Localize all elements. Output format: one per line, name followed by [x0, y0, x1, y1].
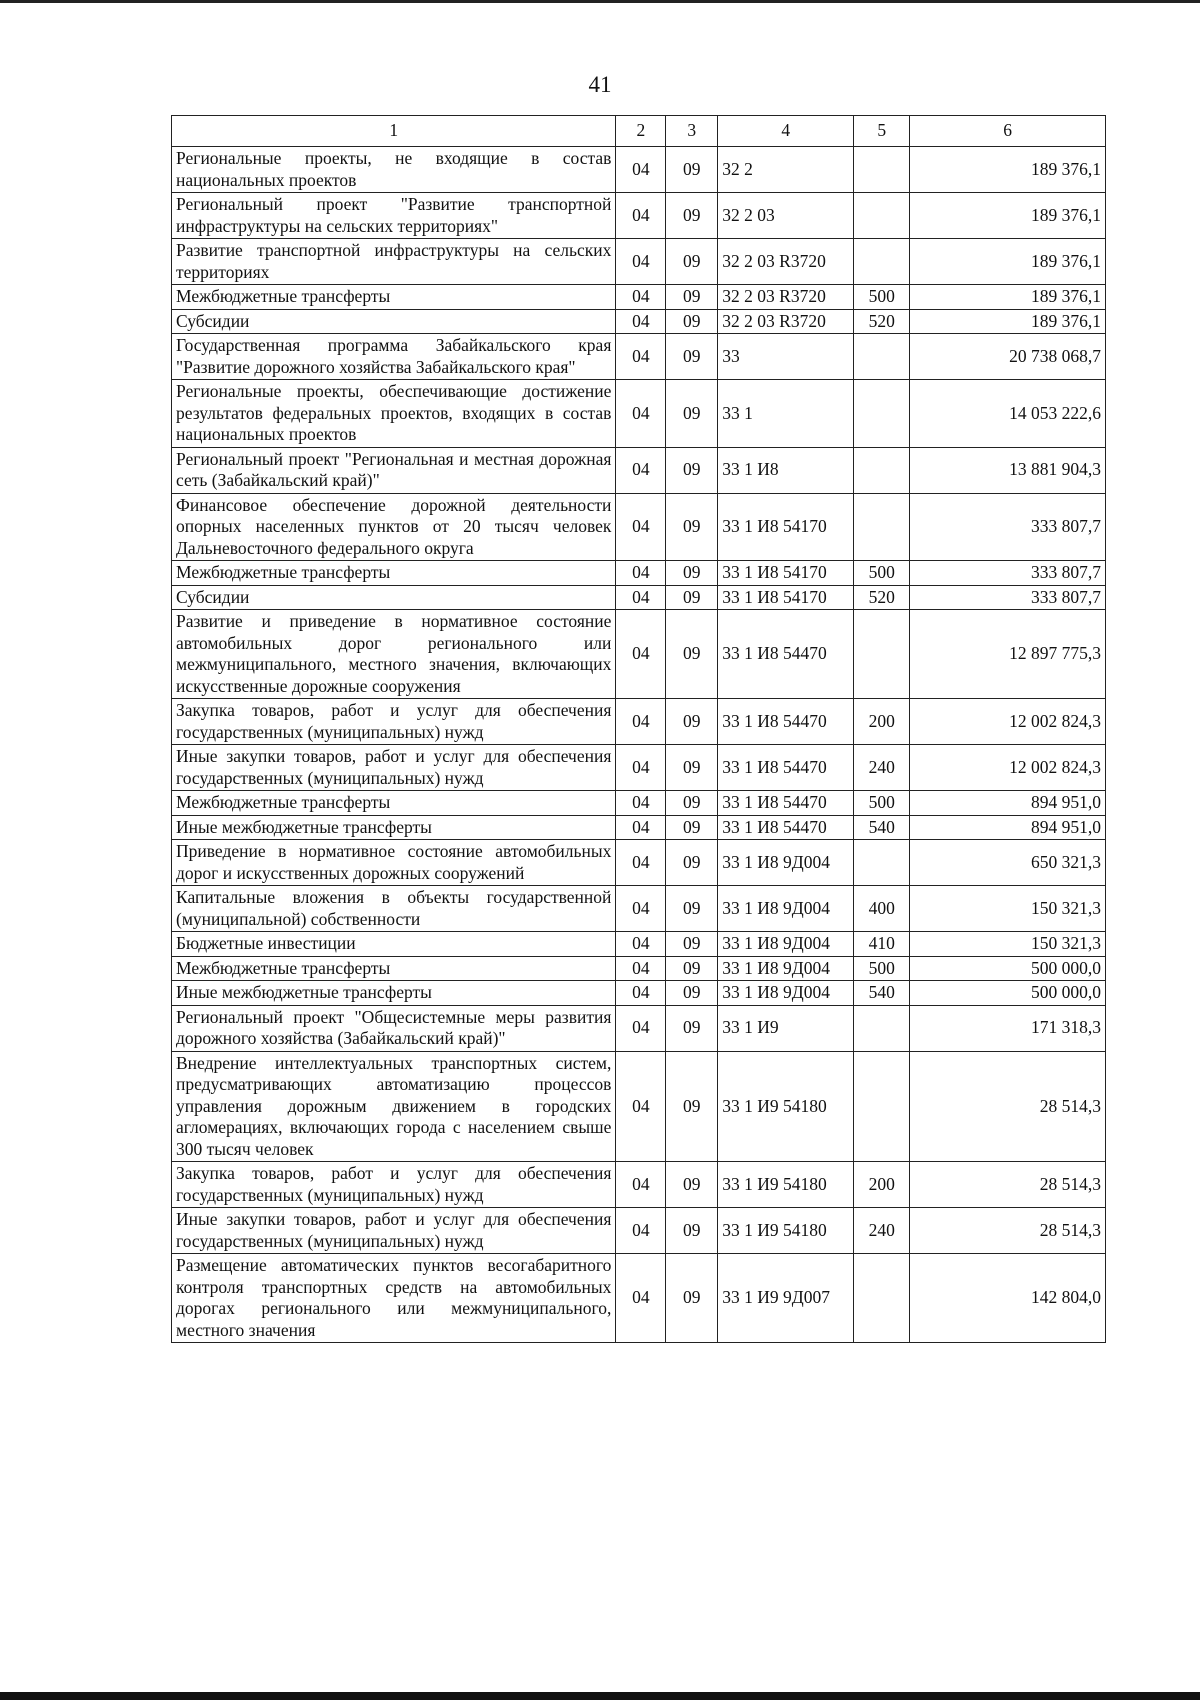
table-row [172, 309, 1106, 334]
row-name: Межбюджетные трансферты [172, 561, 616, 586]
table-row [172, 1254, 1106, 1343]
header-col-1: 1 [172, 116, 616, 147]
table-row [172, 447, 1106, 493]
row-amount: 189 376,1 [910, 285, 1106, 310]
row-expense-type [854, 193, 910, 239]
row-expense-type: 520 [854, 585, 910, 610]
row-section: 04 [616, 493, 666, 561]
row-expense-type [854, 1051, 910, 1162]
row-expense-type: 410 [854, 932, 910, 957]
row-amount: 894 951,0 [910, 815, 1106, 840]
row-section: 04 [616, 1051, 666, 1162]
row-expense-type: 500 [854, 956, 910, 981]
row-target-code: 33 1 И9 54180 [718, 1162, 854, 1208]
row-subsection: 09 [666, 956, 718, 981]
row-name: Развитие и приведение в нормативное состояние автомобильных дорог регионального или межмуниципального, местного значения, включающих искусственные дорожные сооружения [172, 610, 616, 699]
row-target-code: 33 1 И8 54470 [718, 699, 854, 745]
row-subsection: 09 [666, 493, 718, 561]
row-name: Межбюджетные трансферты [172, 956, 616, 981]
row-amount: 894 951,0 [910, 791, 1106, 816]
table-row [172, 334, 1106, 380]
row-name: Субсидии [172, 309, 616, 334]
row-name: Региональный проект "Общесистемные меры развития дорожного хозяйства (Забайкальский край)" [172, 1005, 616, 1051]
row-subsection: 09 [666, 791, 718, 816]
row-subsection: 09 [666, 380, 718, 448]
row-section: 04 [616, 239, 666, 285]
row-section: 04 [616, 380, 666, 448]
row-target-code: 33 1 И8 54470 [718, 791, 854, 816]
row-subsection: 09 [666, 1208, 718, 1254]
row-subsection: 09 [666, 561, 718, 586]
table-row [172, 239, 1106, 285]
table-row [172, 1208, 1106, 1254]
row-name: Иные межбюджетные трансферты [172, 981, 616, 1006]
row-target-code: 33 1 И8 54170 [718, 585, 854, 610]
header-col-6: 6 [910, 116, 1106, 147]
row-target-code: 33 1 И8 54170 [718, 561, 854, 586]
table-row [172, 493, 1106, 561]
row-amount: 12 002 824,3 [910, 745, 1106, 791]
row-target-code: 33 1 [718, 380, 854, 448]
row-amount: 189 376,1 [910, 193, 1106, 239]
row-target-code: 33 1 И8 9Д004 [718, 932, 854, 957]
row-section: 04 [616, 447, 666, 493]
row-expense-type [854, 239, 910, 285]
table-row [172, 380, 1106, 448]
row-subsection: 09 [666, 193, 718, 239]
row-subsection: 09 [666, 932, 718, 957]
row-amount: 171 318,3 [910, 1005, 1106, 1051]
row-name: Региональные проекты, обеспечивающие достижение результатов федеральных проектов, входящих в состав национальных проектов [172, 380, 616, 448]
row-expense-type: 240 [854, 745, 910, 791]
row-subsection: 09 [666, 699, 718, 745]
row-subsection: 09 [666, 815, 718, 840]
table-row [172, 147, 1106, 193]
row-section: 04 [616, 334, 666, 380]
table-row [172, 886, 1106, 932]
table-row [172, 193, 1106, 239]
table-row [172, 699, 1106, 745]
row-target-code: 33 1 И9 54180 [718, 1051, 854, 1162]
row-section: 04 [616, 585, 666, 610]
row-subsection: 09 [666, 309, 718, 334]
row-target-code: 32 2 [718, 147, 854, 193]
row-expense-type [854, 840, 910, 886]
row-subsection: 09 [666, 1051, 718, 1162]
row-section: 04 [616, 745, 666, 791]
row-target-code: 33 [718, 334, 854, 380]
row-amount: 13 881 904,3 [910, 447, 1106, 493]
row-expense-type [854, 1005, 910, 1051]
row-name: Иные закупки товаров, работ и услуг для обеспечения государственных (муниципальных) нужд [172, 745, 616, 791]
row-amount: 14 053 222,6 [910, 380, 1106, 448]
row-expense-type: 500 [854, 285, 910, 310]
row-target-code: 33 1 И8 9Д004 [718, 840, 854, 886]
row-amount: 333 807,7 [910, 585, 1106, 610]
row-section: 04 [616, 1005, 666, 1051]
row-target-code: 32 2 03 R3720 [718, 285, 854, 310]
row-expense-type: 500 [854, 791, 910, 816]
row-name: Внедрение интеллектуальных транспортных систем, предусматривающих автоматизацию процессов управления дорожным движением в городских агломерациях, включающих города с населением свыше 300 тысяч человек [172, 1051, 616, 1162]
row-target-code: 33 1 И8 54470 [718, 745, 854, 791]
row-target-code: 33 1 И8 54470 [718, 610, 854, 699]
header-col-5: 5 [854, 116, 910, 147]
row-subsection: 09 [666, 840, 718, 886]
row-expense-type: 540 [854, 981, 910, 1006]
row-subsection: 09 [666, 239, 718, 285]
row-target-code: 32 2 03 R3720 [718, 309, 854, 334]
row-amount: 12 897 775,3 [910, 610, 1106, 699]
row-target-code: 32 2 03 [718, 193, 854, 239]
row-amount: 333 807,7 [910, 561, 1106, 586]
row-target-code: 33 1 И9 54180 [718, 1208, 854, 1254]
row-subsection: 09 [666, 1254, 718, 1343]
table-row [172, 745, 1106, 791]
row-name: Межбюджетные трансферты [172, 791, 616, 816]
row-section: 04 [616, 193, 666, 239]
row-target-code: 33 1 И8 9Д004 [718, 981, 854, 1006]
row-section: 04 [616, 610, 666, 699]
table-row [172, 981, 1106, 1006]
row-section: 04 [616, 147, 666, 193]
row-name: Региональные проекты, не входящие в состав национальных проектов [172, 147, 616, 193]
row-name: Региональный проект "Региональная и местная дорожная сеть (Забайкальский край)" [172, 447, 616, 493]
budget-table [171, 115, 1106, 1343]
scan-border-bottom [0, 1692, 1200, 1700]
row-expense-type [854, 493, 910, 561]
table-row [172, 585, 1106, 610]
row-expense-type [854, 610, 910, 699]
row-expense-type: 500 [854, 561, 910, 586]
row-subsection: 09 [666, 147, 718, 193]
row-amount: 500 000,0 [910, 981, 1106, 1006]
row-subsection: 09 [666, 285, 718, 310]
row-section: 04 [616, 956, 666, 981]
table-row [172, 285, 1106, 310]
header-col-2: 2 [616, 116, 666, 147]
row-section: 04 [616, 886, 666, 932]
header-col-4: 4 [718, 116, 854, 147]
row-name: Иные межбюджетные трансферты [172, 815, 616, 840]
row-amount: 333 807,7 [910, 493, 1106, 561]
row-expense-type: 200 [854, 699, 910, 745]
row-target-code: 33 1 И8 9Д004 [718, 886, 854, 932]
table-row [172, 1162, 1106, 1208]
row-name: Закупка товаров, работ и услуг для обеспечения государственных (муниципальных) нужд [172, 1162, 616, 1208]
row-section: 04 [616, 815, 666, 840]
table-row [172, 1051, 1106, 1162]
row-section: 04 [616, 285, 666, 310]
table-row [172, 610, 1106, 699]
row-target-code: 32 2 03 R3720 [718, 239, 854, 285]
row-subsection: 09 [666, 886, 718, 932]
row-name: Бюджетные инвестиции [172, 932, 616, 957]
row-section: 04 [616, 1162, 666, 1208]
row-name: Региональный проект "Развитие транспортной инфраструктуры на сельских территориях" [172, 193, 616, 239]
row-expense-type [854, 380, 910, 448]
row-section: 04 [616, 1254, 666, 1343]
row-target-code: 33 1 И8 9Д004 [718, 956, 854, 981]
row-target-code: 33 1 И8 54170 [718, 493, 854, 561]
row-section: 04 [616, 791, 666, 816]
row-subsection: 09 [666, 610, 718, 699]
row-name: Государственная программа Забайкальского края "Развитие дорожного хозяйства Забайкальского края" [172, 334, 616, 380]
row-name: Иные закупки товаров, работ и услуг для обеспечения государственных (муниципальных) нужд [172, 1208, 616, 1254]
scan-border-top [0, 0, 1200, 3]
row-amount: 650 321,3 [910, 840, 1106, 886]
row-name: Размещение автоматических пунктов весогабаритного контроля транспортных средств на автомобильных дорогах регионального или межмуниципального, местного значения [172, 1254, 616, 1343]
row-amount: 142 804,0 [910, 1254, 1106, 1343]
row-amount: 500 000,0 [910, 956, 1106, 981]
row-expense-type: 240 [854, 1208, 910, 1254]
row-amount: 150 321,3 [910, 886, 1106, 932]
row-subsection: 09 [666, 981, 718, 1006]
table-row [172, 1005, 1106, 1051]
row-amount: 12 002 824,3 [910, 699, 1106, 745]
row-name: Закупка товаров, работ и услуг для обеспечения государственных (муниципальных) нужд [172, 699, 616, 745]
row-target-code: 33 1 И8 54470 [718, 815, 854, 840]
row-amount: 189 376,1 [910, 147, 1106, 193]
table-row [172, 561, 1106, 586]
row-subsection: 09 [666, 334, 718, 380]
header-col-3: 3 [666, 116, 718, 147]
row-expense-type [854, 147, 910, 193]
table-header-row [172, 116, 1106, 147]
row-section: 04 [616, 561, 666, 586]
row-target-code: 33 1 И9 9Д007 [718, 1254, 854, 1343]
row-expense-type [854, 334, 910, 380]
row-name: Субсидии [172, 585, 616, 610]
row-name: Приведение в нормативное состояние автомобильных дорог и искусственных дорожных сооружений [172, 840, 616, 886]
table-row [172, 840, 1106, 886]
row-name: Межбюджетные трансферты [172, 285, 616, 310]
row-amount: 189 376,1 [910, 309, 1106, 334]
table-row [172, 932, 1106, 957]
row-section: 04 [616, 840, 666, 886]
row-amount: 20 738 068,7 [910, 334, 1106, 380]
row-subsection: 09 [666, 745, 718, 791]
table-row [172, 956, 1106, 981]
row-amount: 150 321,3 [910, 932, 1106, 957]
row-expense-type: 520 [854, 309, 910, 334]
row-amount: 28 514,3 [910, 1051, 1106, 1162]
row-expense-type: 540 [854, 815, 910, 840]
row-subsection: 09 [666, 1162, 718, 1208]
row-section: 04 [616, 699, 666, 745]
row-amount: 189 376,1 [910, 239, 1106, 285]
row-expense-type [854, 1254, 910, 1343]
row-target-code: 33 1 И8 [718, 447, 854, 493]
row-amount: 28 514,3 [910, 1162, 1106, 1208]
row-subsection: 09 [666, 585, 718, 610]
row-section: 04 [616, 1208, 666, 1254]
row-target-code: 33 1 И9 [718, 1005, 854, 1051]
row-section: 04 [616, 309, 666, 334]
row-name: Развитие транспортной инфраструктуры на сельских территориях [172, 239, 616, 285]
row-amount: 28 514,3 [910, 1208, 1106, 1254]
row-name: Финансовое обеспечение дорожной деятельности опорных населенных пунктов от 20 тысяч человек Дальневосточного федерального округа [172, 493, 616, 561]
row-expense-type: 400 [854, 886, 910, 932]
row-name: Капитальные вложения в объекты государственной (муниципальной) собственности [172, 886, 616, 932]
row-subsection: 09 [666, 447, 718, 493]
page-number: 41 [588, 72, 612, 97]
row-expense-type: 200 [854, 1162, 910, 1208]
row-expense-type [854, 447, 910, 493]
row-section: 04 [616, 932, 666, 957]
table-row [172, 815, 1106, 840]
row-section: 04 [616, 981, 666, 1006]
row-subsection: 09 [666, 1005, 718, 1051]
table-row [172, 791, 1106, 816]
